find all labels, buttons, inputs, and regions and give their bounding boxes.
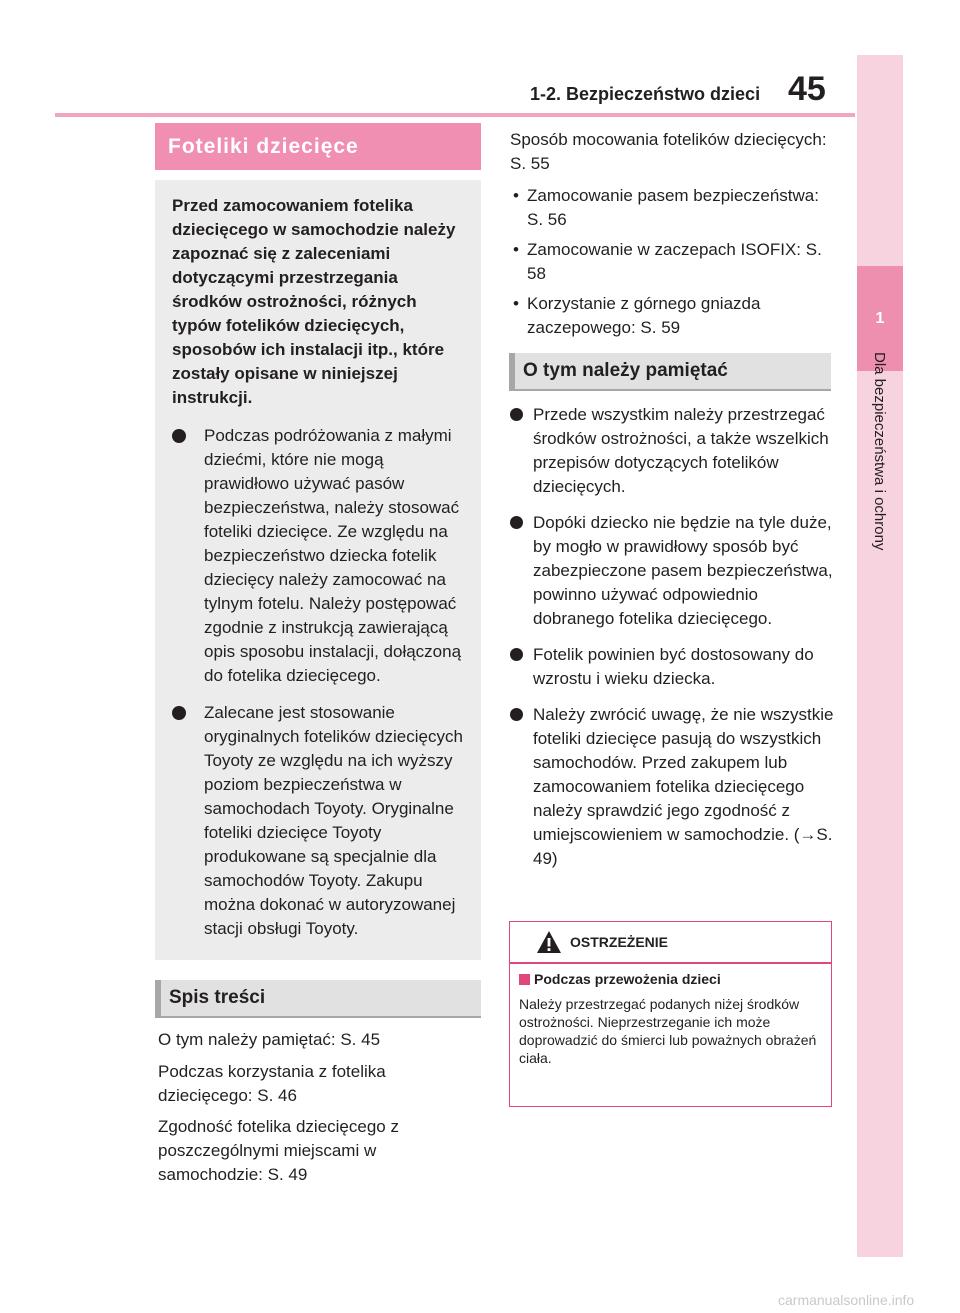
remember-bullet-text: Należy zwrócić uwagę, że nie wszystkie foteliki dziecięce pasują do wszystkich samochodów. Przed zakupem lub zamocowaniem fotelika dziecięcego należy sprawdzić jego zgodność z umiejscowieniem w samochodzie. (→S. 49): [533, 705, 834, 868]
mounting-item-text: Korzystanie z górnego gniazda zaczepowego: S. 59: [527, 294, 761, 337]
bullet-dot-icon: [172, 429, 186, 443]
warning-header: [510, 922, 831, 962]
heading-accent-bar: [155, 980, 161, 1016]
watermark: carmanualsonline.info: [778, 1292, 915, 1308]
header-divider: [55, 113, 855, 117]
remember-bullet-text: Fotelik powinien być dostosowany do wzrostu i wieku dziecka.: [533, 645, 814, 688]
intro-box: [155, 180, 481, 960]
mounting-intro[interactable]: Sposób mocowania fotelików dziecięcych: S. 55: [510, 130, 827, 173]
contents-heading-text: Spis treści: [169, 987, 266, 1008]
section-title: 1-2. Bezpieczeństwo dzieci: [530, 84, 761, 104]
dash-bullet: •: [513, 294, 519, 313]
remember-heading-text: O tym należy pamiętać: [523, 360, 728, 381]
heading-accent-bar: [509, 353, 515, 389]
warning-text: Należy przestrzegać podanych niżej środków ostrożności. Nieprzestrzeganie ich może doprowadzić do śmierci lub poważnych obrażeń ciała.: [519, 996, 817, 1066]
heading-underline: [509, 389, 831, 391]
mounting-section: [510, 128, 835, 346]
mounting-item-text: Zamocowanie pasem bezpieczeństwa: S. 56: [527, 186, 819, 229]
intro-bullet-text: Zalecane jest stosowanie oryginalnych fotelików dziecięcych Toyoty ze względu na ich wyższy poziom bezpieczeństwa w samochodach Toyoty. Oryginalne foteliki dziecięce Toyoty produkowane są specjalnie dla samochodów Toyoty. Zakupu można dokonać w autoryzowanej stacji obsługi Toyoty.: [204, 703, 463, 938]
main-heading: Foteliki dziecięce: [155, 123, 481, 170]
remember-bullet-text: Dopóki dziecko nie będzie na tyle duże, by mogło w prawidłowy sposób być zabezpieczone pasem bezpieczeństwa, powinno używać odpowiednio dobranego fotelika dziecięcego.: [533, 513, 833, 628]
bullet-dot-icon: [510, 708, 523, 721]
page-number: 45: [788, 70, 826, 108]
intro-bullet: [172, 701, 469, 941]
remember-heading: [509, 353, 831, 389]
contents-item[interactable]: Podczas korzystania z fotelika dziecięcego: S. 46: [158, 1062, 386, 1105]
contents-item[interactable]: O tym należy pamiętać: S. 45: [158, 1030, 381, 1049]
bullet-dot-icon: [510, 516, 523, 529]
bullet-dot-icon: [172, 706, 186, 720]
intro-bullet-text: Podczas podróżowania z małymi dziećmi, które nie mogą prawidłowo używać pasów bezpieczeństwa, należy stosować foteliki dziecięce. Ze względu na bezpieczeństwo dziecka fotelik dziecięcy należy zamocować na tylnym fotelu. Należy postępować zgodnie z instrukcją zawierającą opis sposobu instalacji, dołączoną do fotelika dziecięcego.: [204, 426, 462, 685]
bullet-dot-icon: [510, 648, 523, 661]
mounting-item[interactable]: [510, 238, 835, 286]
warning-subheading-text: Podczas przewożenia dzieci: [534, 971, 721, 987]
remember-bullet: [510, 403, 835, 499]
dash-bullet: •: [513, 240, 519, 259]
bullet-dot-icon: [510, 408, 523, 421]
heading-underline: [155, 1016, 481, 1018]
warning-box: [509, 921, 832, 1107]
remember-bullet: [510, 511, 835, 631]
remember-bullet-text: Przede wszystkim należy przestrzegać środków ostrożności, a także wszelkich przepisów dotyczących fotelików dziecięcych.: [533, 405, 829, 496]
warning-subheading: [519, 971, 721, 987]
remember-bullet: [510, 703, 835, 871]
warning-label: OSTRZEŻENIE: [570, 934, 669, 950]
mounting-item-text: Zamocowanie w zaczepach ISOFIX: S. 58: [527, 240, 822, 283]
remember-bullet: [510, 643, 835, 691]
square-bullet-icon: [519, 974, 530, 985]
dash-bullet: •: [513, 186, 519, 205]
intro-bold-text: Przed zamocowaniem fotelika dziecięcego w samochodzie należy zapoznać się z zaleceniami dotyczącymi przestrzegania środków ostrożności, różnych typów fotelików dziecięcych, sposobów ich instalacji itp., które zostały opisane w niniejszej instrukcji.: [172, 196, 456, 407]
chapter-side-tab: [857, 55, 903, 1257]
intro-bullet: [172, 424, 469, 688]
contents-heading: [155, 980, 481, 1016]
chapter-number: 1: [857, 266, 903, 371]
warning-divider: [510, 962, 831, 964]
contents-item[interactable]: Zgodność fotelika dziecięcego z poszczególnymi miejscami w samochodzie: S. 49: [158, 1117, 399, 1184]
mounting-item[interactable]: [510, 292, 835, 340]
remember-bullets: [510, 403, 835, 883]
warning-triangle-icon: [536, 930, 562, 954]
chapter-title: Dla bezpieczeństwa i ochrony: [871, 352, 888, 551]
mounting-item[interactable]: [510, 184, 835, 232]
